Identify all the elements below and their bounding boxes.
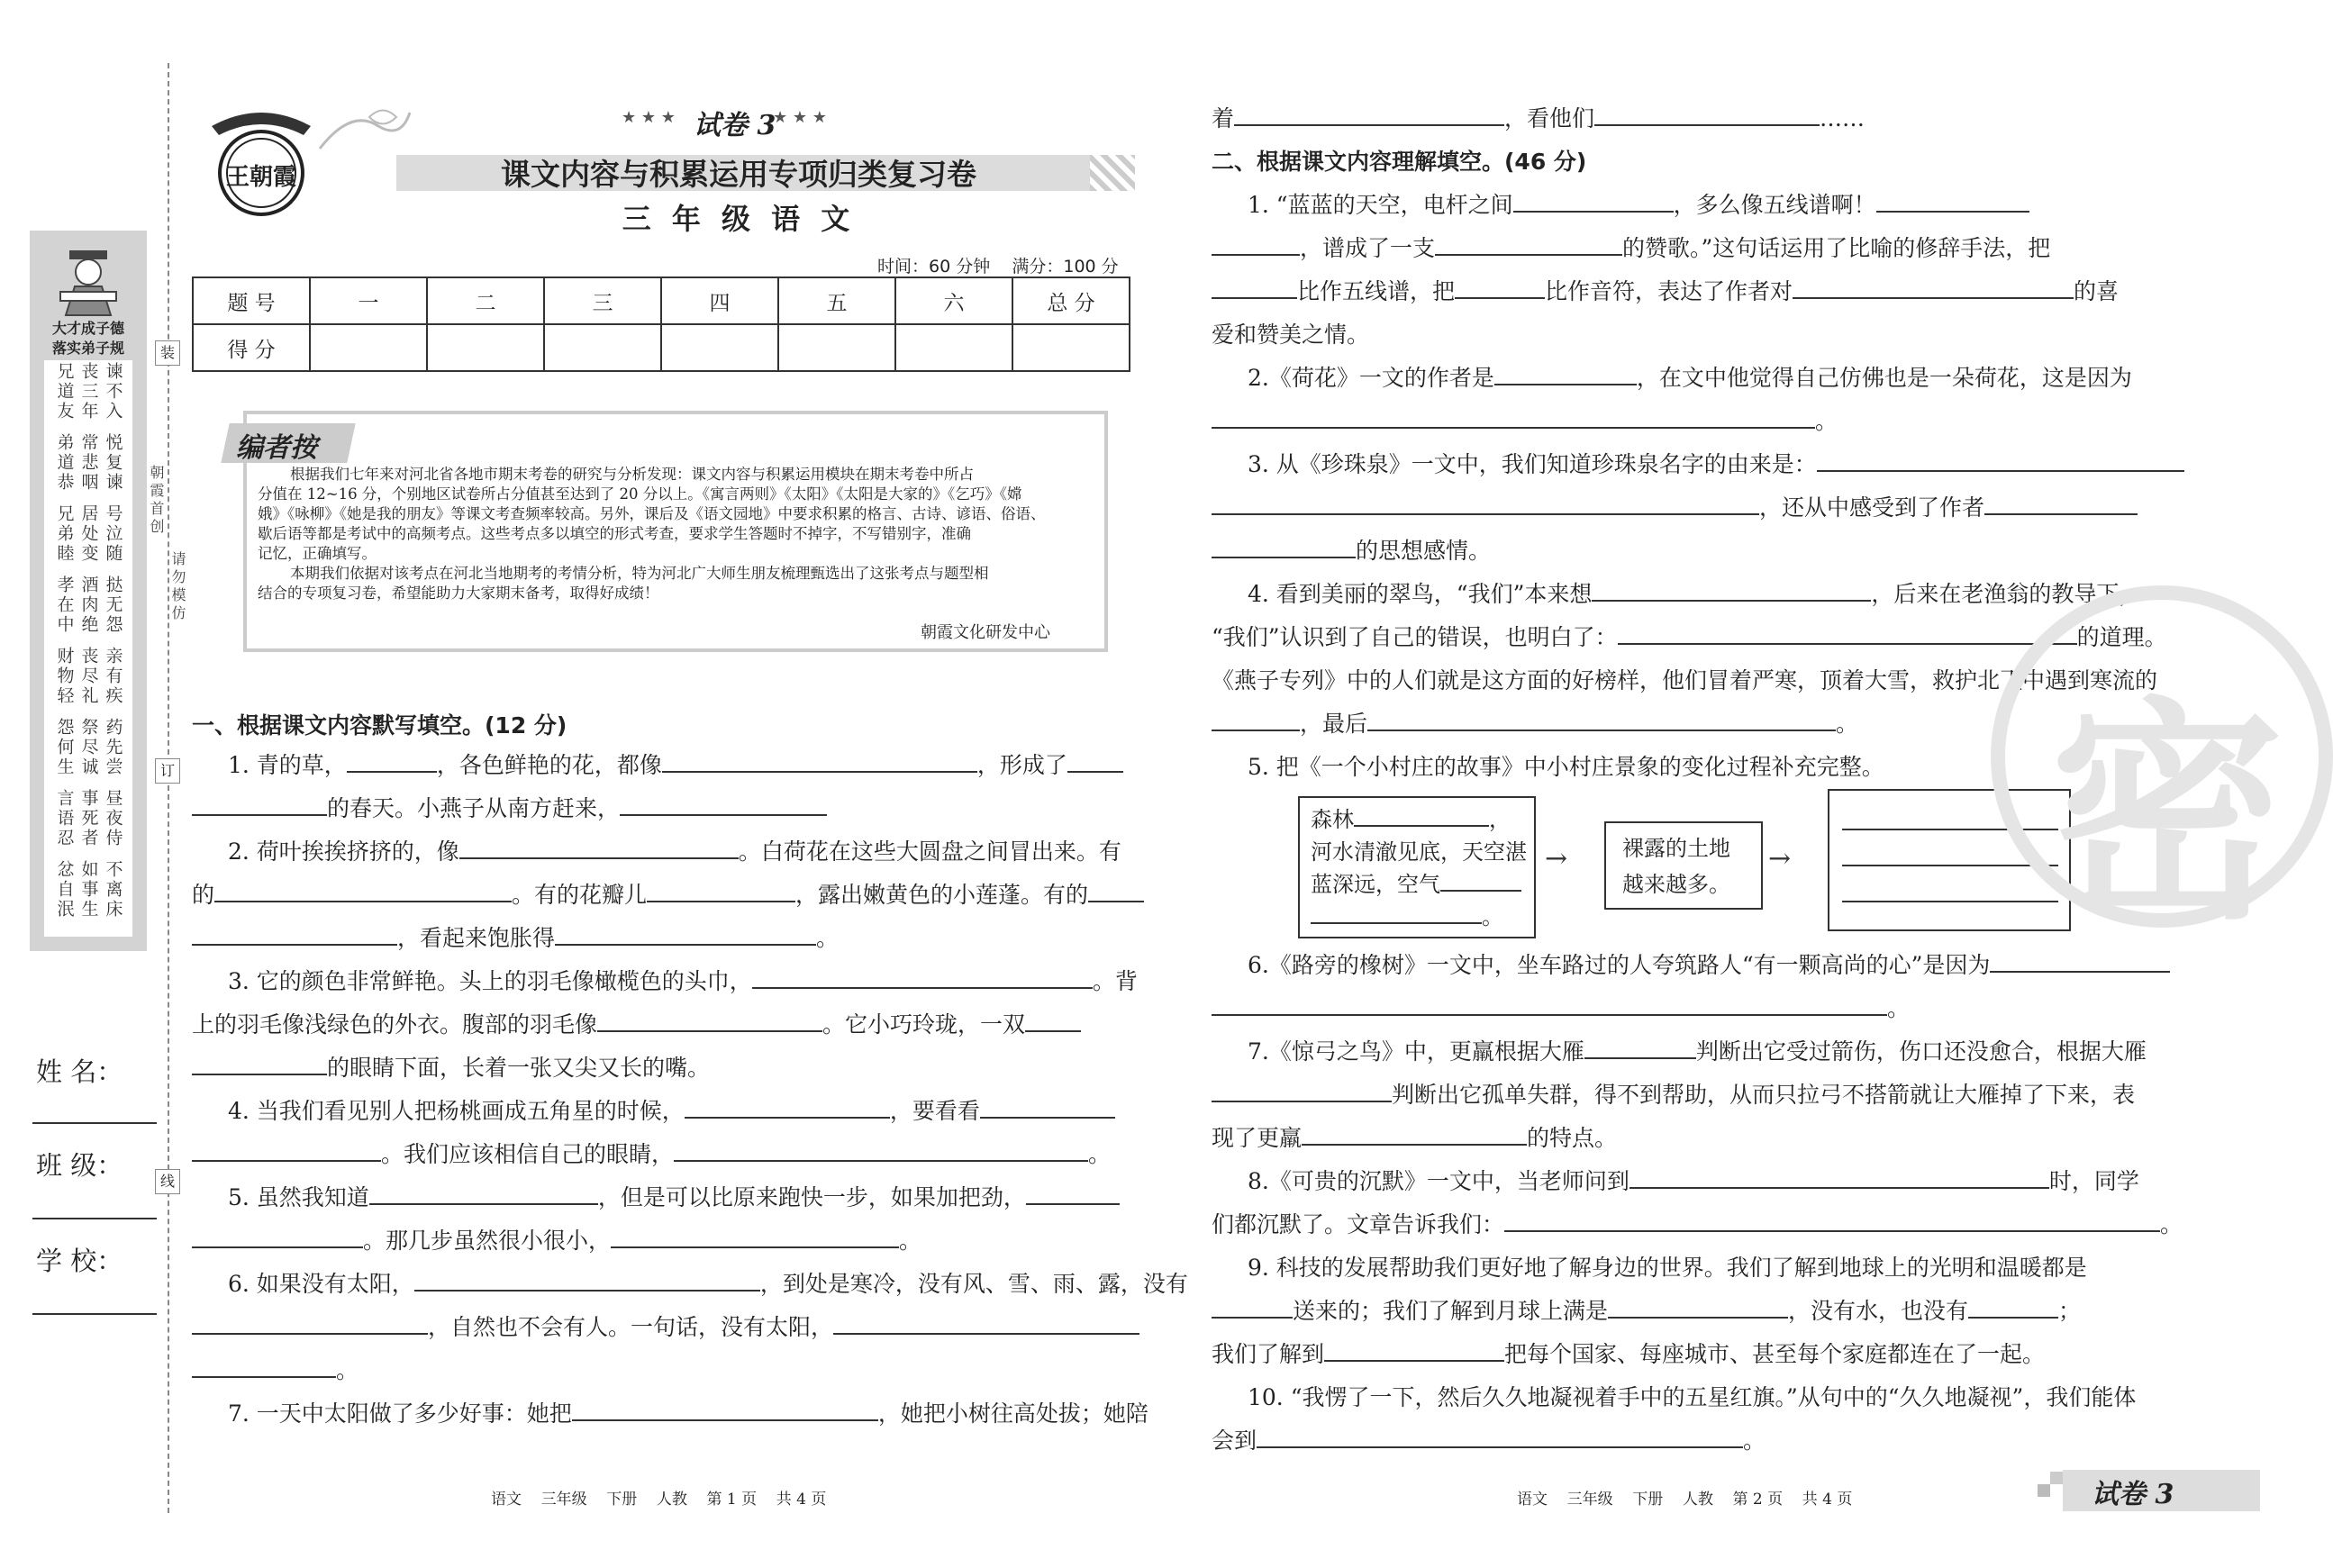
- question-line: [1212, 227, 2162, 270]
- q-text: ，多么像五线谱啊！: [1673, 192, 1876, 218]
- section2-heading: 二、根据课文内容理解填空。(46 分): [1212, 149, 1587, 175]
- score-cell[interactable]: [661, 324, 778, 371]
- q-text: 裸露的土地: [1622, 836, 1730, 861]
- blank[interactable]: [1311, 904, 1482, 924]
- blank[interactable]: [674, 1137, 1088, 1162]
- q-text: 。那几步虽然很小很小，: [363, 1228, 612, 1254]
- editor-note-line: 分值在 12~16 分，个别地区试卷所占分值甚至达到了 20 分以上。《寓言两则》《太阳》《太阳是大家的》《乞巧》《嫦: [258, 485, 1022, 503]
- q-text: 的: [192, 882, 215, 908]
- village-stage-box-1: [1298, 796, 1536, 938]
- blank[interactable]: [1984, 490, 2138, 515]
- score-cell[interactable]: [778, 324, 895, 371]
- blank[interactable]: [1618, 620, 2077, 645]
- class-label: 班 级：: [36, 1150, 123, 1181]
- blank[interactable]: [1212, 403, 1815, 429]
- blank[interactable]: [1324, 1337, 1504, 1362]
- title-band-pattern: [1090, 155, 1135, 191]
- question-line: [1212, 486, 2162, 530]
- question-line: [1212, 1419, 2162, 1463]
- question-line: [192, 1047, 1133, 1090]
- q-text: ，还从中感受到了作者: [1759, 494, 1985, 521]
- poem-column: 悦复谏: [103, 433, 123, 493]
- page-footer-left: 语文 三年级 下册 人教 第 1 页 共 4 页: [491, 1491, 827, 1509]
- score-table: [192, 276, 1130, 372]
- blank[interactable]: [1592, 576, 1871, 602]
- q-text: 。: [899, 1228, 922, 1254]
- question-line: [1212, 1074, 2162, 1117]
- notice-text: 请勿模仿: [169, 551, 186, 623]
- flow-arrow-icon: →: [1545, 843, 1568, 875]
- q-text: ，各色鲜艳的花，都像: [436, 752, 662, 778]
- ribbon-icon: [315, 99, 414, 162]
- question-line: [192, 1090, 1133, 1133]
- q-text: 会到: [1212, 1428, 1257, 1454]
- score-table-row: [193, 324, 1130, 371]
- q-text: 。: [816, 925, 840, 951]
- q-text: ，谱成了一支: [1300, 235, 1436, 261]
- question-line: [192, 744, 1133, 787]
- page-footer-right: 语文 三年级 下册 人教 第 2 页 共 4 页: [1517, 1491, 1853, 1509]
- q-text: 爱和赞美之情。: [1212, 322, 1370, 348]
- blank[interactable]: [611, 1223, 899, 1248]
- q-text: ，但是可以比原来跑快一步，如果加把劲，: [597, 1184, 1026, 1210]
- q-text: 1. “蓝蓝的天空，电杆之间: [1248, 192, 1513, 218]
- poem-block: [30, 433, 147, 493]
- blank[interactable]: [192, 1223, 363, 1248]
- q-text: 着: [1212, 105, 1235, 131]
- q-text: 比作五线谱，把: [1297, 278, 1456, 304]
- blank[interactable]: [572, 1396, 878, 1421]
- q-text: 。: [336, 1357, 359, 1383]
- question-line: [1212, 313, 2162, 357]
- question-line: [192, 960, 1138, 1003]
- question-line: [1212, 357, 2162, 400]
- q-text: 河水清澈见底，天空湛: [1311, 839, 1527, 865]
- poem-column: 祭尽诚: [78, 718, 99, 777]
- blank[interactable]: [1212, 533, 1356, 558]
- q-text: ，最后: [1300, 711, 1368, 737]
- blank[interactable]: [1212, 706, 1300, 731]
- blank[interactable]: [369, 1180, 598, 1205]
- editor-note-line: 结合的专项复习卷，希望能助力大家期末备考，取得好成绩！: [258, 585, 659, 602]
- blank[interactable]: [1067, 748, 1123, 773]
- poem-column: 丧尽礼: [78, 647, 99, 706]
- poem-column: 药先尝: [103, 718, 123, 777]
- question-line: [1212, 1203, 2183, 1246]
- poem-block: [30, 860, 147, 920]
- question-line: [1212, 270, 2162, 313]
- blank[interactable]: [1026, 1180, 1120, 1205]
- blank[interactable]: [1367, 706, 1836, 731]
- blank[interactable]: [833, 1310, 1139, 1335]
- question-line: [1212, 944, 2162, 987]
- motto: [30, 319, 147, 358]
- q-text: 3. 从《珍珠泉》一文中，我们知道珍珠泉名字的由来是：: [1248, 451, 1817, 477]
- q-text: 把每个国家、每座城市、甚至每个家庭都连在了一起。: [1504, 1341, 2046, 1367]
- poem-block: [30, 718, 147, 777]
- class-field[interactable]: [32, 1218, 157, 1219]
- motto-line: 落实弟子规: [51, 340, 124, 357]
- q-text: 时，同学: [2048, 1168, 2139, 1194]
- blank[interactable]: [347, 748, 437, 773]
- question-line: [1212, 1333, 2162, 1376]
- q-text: 的赞歌。”这句话运用了比喻的修辞手法，把: [1622, 235, 2051, 261]
- q-text: 4. 看到美丽的翠鸟，“我们”本来想: [1248, 581, 1593, 607]
- blank[interactable]: [192, 1353, 336, 1378]
- question-line: [1212, 97, 2162, 140]
- q-text: 的思想感情。: [1356, 538, 1492, 564]
- q-text: 判断出它孤单失群，得不到帮助，从而只拉弓不搭箭就让大雁掉了下来，表: [1392, 1082, 2136, 1108]
- q-text: 我们了解到: [1212, 1341, 1325, 1367]
- q-text: 7.《惊弓之鸟》中，更羸根据大雁: [1248, 1038, 1584, 1065]
- poem-column: 兄弟睦: [54, 504, 75, 564]
- editor-note-body: [258, 465, 1103, 603]
- q-text: 。: [1088, 1141, 1112, 1167]
- blank[interactable]: [1212, 991, 1887, 1016]
- poem-block: [30, 504, 147, 564]
- q-text: ，露出嫩黄色的小莲蓬。有的: [795, 882, 1089, 908]
- page-title: 课文内容与积累运用专项归类复习卷: [501, 157, 976, 192]
- blank[interactable]: [1088, 877, 1144, 902]
- q-text: ，后来在老渔翁的教导下，: [1871, 581, 2142, 607]
- question-line: [192, 1003, 1133, 1047]
- question-line: [1212, 987, 2162, 1030]
- blank[interactable]: [1302, 1120, 1527, 1146]
- blank[interactable]: [192, 1310, 428, 1335]
- stars-left: ★ ★ ★: [622, 108, 676, 127]
- poem-column: 亲有疾: [103, 647, 123, 706]
- q-text: ，看他们: [1504, 105, 1595, 131]
- corner-badge-dot: [2050, 1472, 2063, 1484]
- village-stage-box-2: [1604, 821, 1763, 910]
- poem-block: [30, 576, 147, 635]
- poem-column: 谏不入: [103, 362, 123, 421]
- blank[interactable]: [1817, 447, 2184, 472]
- score-header-cell: 题 号: [193, 277, 310, 324]
- blank[interactable]: [647, 877, 795, 902]
- editor-note-title: 编者按: [236, 432, 317, 464]
- question-line: [192, 1349, 1133, 1392]
- name-field[interactable]: [32, 1122, 157, 1124]
- q-text: 8.《可贵的沉默》一文中，当老师问到: [1248, 1168, 1629, 1194]
- q-text: 。: [1743, 1428, 1766, 1454]
- q-text: 现了更羸: [1212, 1125, 1303, 1151]
- section1-questions: [192, 744, 1188, 1436]
- question-line: [1212, 1246, 2162, 1290]
- poem-column: 弟道恭: [54, 433, 75, 493]
- question-line: [1212, 530, 2162, 573]
- q-text: 送来的；我们了解到月球上满是: [1293, 1298, 1609, 1324]
- editor-note-line: 根据我们七年来对河北省各地市期末考卷的研究与分析发现：课文内容与积累运用模块在期末考卷中所占: [290, 466, 974, 483]
- q-text: 。白荷花在这些大圆盘之间冒出来。有: [738, 838, 1121, 865]
- blank[interactable]: [620, 791, 827, 816]
- q-text: 蓝深远，空气: [1311, 872, 1440, 897]
- blank[interactable]: [192, 1137, 381, 1162]
- sidebar-panel: [30, 231, 147, 951]
- question-line: [1212, 1290, 2162, 1333]
- q-text: 。有的花瓣儿: [512, 882, 648, 908]
- blank[interactable]: [685, 1093, 890, 1119]
- poem-column: 兄道友: [54, 362, 75, 421]
- q-text: 。: [1482, 904, 1503, 929]
- question-line: [1212, 616, 2167, 659]
- blank[interactable]: [214, 877, 512, 902]
- q-text: 。我们应该相信自己的眼睛，: [381, 1141, 675, 1167]
- blank[interactable]: [192, 1050, 327, 1075]
- score-cell[interactable]: [895, 324, 1012, 371]
- question-line: [192, 874, 1133, 917]
- editor-note-signature: 朝霞文化研发中心: [921, 623, 1050, 642]
- q-text: 。: [1815, 408, 1838, 434]
- poem-block: [30, 362, 147, 421]
- blank[interactable]: [662, 748, 977, 773]
- poem-column: 酒肉绝: [78, 576, 99, 635]
- blank[interactable]: [414, 1266, 760, 1292]
- cut-label: 订: [155, 758, 180, 784]
- question-line: [1212, 573, 2162, 616]
- poem-column: 丧三年: [78, 362, 99, 421]
- page-subtitle: 三 年 级 语 文: [622, 202, 856, 236]
- blank[interactable]: [1968, 1293, 2058, 1319]
- blank[interactable]: [1629, 1164, 2049, 1189]
- school-label: 学 校：: [36, 1246, 123, 1276]
- corner-badge-dot: [2038, 1484, 2050, 1497]
- school-field[interactable]: [32, 1313, 157, 1315]
- q-text: 上的羽毛像浅绿色的外衣。腹部的羽毛像: [192, 1011, 598, 1038]
- question-line: [192, 1133, 1133, 1176]
- q-text: 6. 如果没有太阳，: [228, 1271, 414, 1297]
- blank[interactable]: [1212, 1293, 1293, 1319]
- blank[interactable]: [597, 1007, 822, 1032]
- q-text: 的春天。小燕子从南方赶来，: [327, 795, 621, 821]
- notice-text: 朝霞首创: [148, 465, 165, 537]
- blank[interactable]: [1594, 101, 1820, 126]
- score-table-header-row: [193, 277, 1130, 324]
- blank[interactable]: [980, 1093, 1115, 1119]
- q-text: ，她把小树往高处拔；她陪: [877, 1400, 1148, 1427]
- q-text: 1. 青的草，: [228, 752, 347, 778]
- name-label: 姓 名：: [36, 1056, 123, 1087]
- blank[interactable]: [1234, 101, 1504, 126]
- blank[interactable]: [1435, 231, 1622, 256]
- q-text: 4. 当我们看见别人把杨桃画成五角星的时候，: [228, 1098, 685, 1124]
- q-text: ……: [1820, 105, 1865, 131]
- q-text: 。: [2160, 1211, 2183, 1237]
- editor-note-line: 歇后语等都是考试中的高频考点。这些考点多以填空的形式考查，要求学生答题时不掉字，不写错别字，准确: [258, 525, 971, 542]
- blank[interactable]: [192, 791, 327, 816]
- q-text: 们都沉默了。文章告诉我们：: [1212, 1211, 1505, 1237]
- blank[interactable]: [1212, 1077, 1392, 1102]
- q-text: 。背: [1092, 968, 1138, 994]
- poem-column: 挞无怨: [103, 576, 123, 635]
- question-line: [1212, 1376, 2162, 1419]
- score-row-label: 得 分: [193, 324, 310, 371]
- editor-note-line: 本期我们依据对该考点在河北当地期考的考情分析，特为河北广大师生朋友梳理甄选出了这张考点与题型相: [290, 565, 989, 582]
- cut-label: 线: [155, 1169, 180, 1194]
- question-line: [192, 1392, 1148, 1436]
- q-text: 2.《荷花》一文的作者是: [1248, 365, 1494, 391]
- blank[interactable]: [1513, 187, 1674, 213]
- q-text: 《燕子专列》中的人们就是这方面的好榜样，他们冒着严寒，顶着大雪，救护北飞中遇到寒流的: [1212, 667, 2158, 693]
- q-text: 越来越多。: [1622, 872, 1730, 897]
- q-text: 。: [1887, 995, 1911, 1021]
- poem-column: 如事生: [78, 860, 99, 920]
- q-text: 2. 荷叶挨挨挤挤的，像: [228, 838, 459, 865]
- score-cell[interactable]: [544, 324, 661, 371]
- question-line: [192, 830, 1133, 874]
- q-text: “我们”认识到了自己的错误，也明白了：: [1212, 624, 1618, 650]
- watermark-stamp: [1991, 585, 2333, 951]
- q-text: ，要看看: [889, 1098, 980, 1124]
- poem-column: 孝在中: [54, 576, 75, 635]
- scholar-icon: [57, 245, 120, 317]
- q-text: 10. “我愣了一下，然后久久地凝视着手中的五星红旗。”从句中的“久久地凝视”，我们能体: [1248, 1384, 2137, 1410]
- q-text: 的眼睛下面，长着一张又尖又长的嘴。: [327, 1055, 711, 1081]
- blank[interactable]: [1212, 231, 1300, 256]
- blank[interactable]: [192, 920, 397, 946]
- q-text: 的喜: [2074, 278, 2120, 304]
- poem-column: 号泣随: [103, 504, 123, 564]
- blank[interactable]: [1455, 274, 1545, 299]
- question-line: [1212, 400, 2162, 443]
- q-text: 的特点。: [1527, 1125, 1618, 1151]
- paper-label: 试卷 3: [694, 110, 776, 141]
- blank[interactable]: [1025, 1007, 1081, 1032]
- question-line: [1212, 1160, 2162, 1203]
- blank[interactable]: [1876, 187, 2029, 213]
- q-text: 5. 把《一个小村庄的故事》中小村庄景象的变化过程补充完整。: [1248, 754, 1884, 780]
- q-text: ，: [1489, 807, 1511, 832]
- flow-arrow-icon: →: [1768, 843, 1792, 875]
- poem-column: 忿自泯: [54, 860, 75, 920]
- binding-cut-line: [168, 63, 169, 1513]
- q-text: 森林: [1311, 807, 1354, 832]
- blank[interactable]: [459, 834, 739, 859]
- blank[interactable]: [1212, 490, 1759, 515]
- poem-column: 不离床: [103, 860, 123, 920]
- score-header-cell: 三: [544, 277, 661, 324]
- score-header-cell: 四: [661, 277, 778, 324]
- score-header-cell: 二: [427, 277, 544, 324]
- blank[interactable]: [1793, 274, 2074, 299]
- q-text: 判断出它受过箭伤，伤口还没愈合，根据大雁: [1695, 1038, 2147, 1065]
- question-line: [1212, 184, 2162, 227]
- q-text: 3. 它的颜色非常鲜艳。头上的羽毛像橄榄色的头巾，: [228, 968, 752, 994]
- question-line: [192, 1263, 1188, 1306]
- poem-column: 居处变: [78, 504, 99, 564]
- poem-column: 昼夜侍: [103, 789, 123, 848]
- blank[interactable]: [1212, 274, 1297, 299]
- blank[interactable]: [1494, 360, 1637, 385]
- question-line: [192, 1306, 1133, 1349]
- logo-text: 王朝霞: [225, 164, 296, 191]
- score-header-cell: 六: [895, 277, 1012, 324]
- blank[interactable]: [1608, 1293, 1788, 1319]
- stars-right: ★ ★ ★: [773, 108, 827, 127]
- score-cell[interactable]: [1012, 324, 1130, 371]
- q-text: ；: [2058, 1298, 2082, 1324]
- question-line: [1212, 1030, 2162, 1074]
- question-line: [192, 787, 1133, 830]
- question-line: [192, 1219, 1133, 1263]
- blank[interactable]: [1842, 877, 2058, 902]
- q-text: 5. 虽然我知道: [228, 1184, 369, 1210]
- poem-column: 财物轻: [54, 647, 75, 706]
- poem-column: 言语忍: [54, 789, 75, 848]
- q-text: 。: [1836, 711, 1859, 737]
- poem-block: [30, 789, 147, 848]
- poem-column: 怨何生: [54, 718, 75, 777]
- motto-line: 大才成子德: [51, 320, 124, 337]
- poem-block: [30, 647, 147, 706]
- question-line: [192, 917, 1133, 960]
- editor-note-line: 娥》《咏柳》《她是我的朋友》等课文考查频率较高。另外，课后及《语文园地》中要求积累的格言、古诗、谚语、俗语、: [258, 505, 1046, 522]
- time-info: 时间：60 分钟 满分：100 分: [877, 257, 1119, 276]
- q-text: ，看起来饱胀得: [397, 925, 556, 951]
- blank[interactable]: [1504, 1207, 2160, 1232]
- blank[interactable]: [555, 920, 816, 946]
- q-text: ，在文中他觉得自己仿佛也是一朵荷花，这是因为: [1636, 365, 2132, 391]
- blank[interactable]: [1440, 872, 1521, 892]
- blank[interactable]: [1584, 1034, 1696, 1059]
- score-header-cell: 五: [778, 277, 895, 324]
- editor-note-line: 记忆，正确填写。: [258, 545, 377, 562]
- score-cell[interactable]: [310, 324, 427, 371]
- q-text: ，到处是寒冷，没有风、雪、雨、露，没有: [759, 1271, 1188, 1297]
- corner-paper-label: 试卷 3: [2092, 1479, 2174, 1510]
- q-text: 的道理。: [2076, 624, 2167, 650]
- q-text: 比作音符，表达了作者对: [1545, 278, 1793, 304]
- q-text: ，自然也不会有人。一句话，没有太阳，: [428, 1314, 834, 1340]
- blank[interactable]: [1354, 807, 1489, 827]
- score-header-cell: 一: [310, 277, 427, 324]
- score-header-cell: 总 分: [1012, 277, 1130, 324]
- q-text: 9. 科技的发展帮助我们更好地了解身边的世界。我们了解到地球上的光明和温暖都是: [1248, 1255, 2087, 1281]
- cut-label: 装: [155, 340, 180, 366]
- q-text: 6.《路旁的橡树》一文中，坐车路过的人夸筑路人“有一颗高尚的心”是因为: [1248, 952, 1991, 978]
- poem-column: 事死者: [78, 789, 99, 848]
- poem-column: 常悲咽: [78, 433, 99, 493]
- watermark-stamp-text: 密: [2050, 679, 2284, 951]
- score-cell[interactable]: [427, 324, 544, 371]
- q-text: ，形成了: [976, 752, 1067, 778]
- section1-heading: 一、根据课文内容默写填空。(12 分): [192, 712, 567, 739]
- q-text: ，没有水，也没有: [1788, 1298, 1969, 1324]
- blank[interactable]: [1257, 1423, 1743, 1448]
- question-line: [192, 1176, 1133, 1219]
- q-text: 7. 一天中太阳做了多少好事：她把: [228, 1400, 572, 1427]
- question-line: [1212, 1117, 2162, 1160]
- q-text: 。它小巧玲珑，一双: [822, 1011, 1026, 1038]
- question-line: [1212, 443, 2162, 486]
- blank[interactable]: [752, 964, 1093, 989]
